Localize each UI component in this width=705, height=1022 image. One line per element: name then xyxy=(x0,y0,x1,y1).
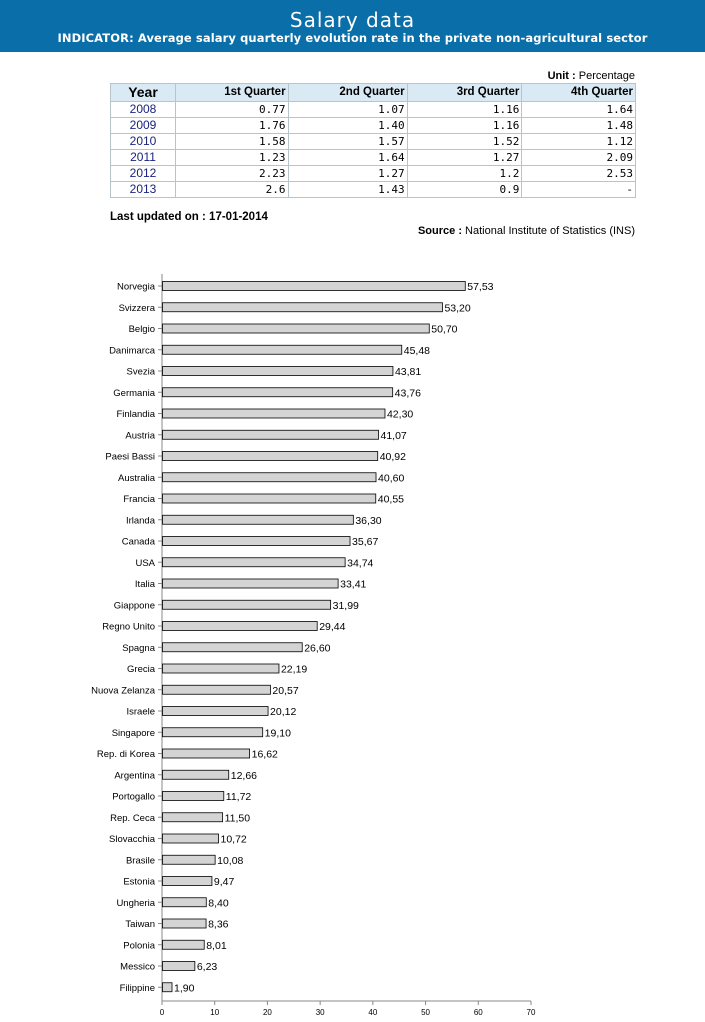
category-label: Argentina xyxy=(114,770,155,782)
table-header-row xyxy=(111,84,636,102)
data-label: 43,81 xyxy=(394,366,422,378)
data-label: 40,92 xyxy=(379,451,406,463)
column-header-q2: 2nd Quarter xyxy=(288,84,407,102)
bar xyxy=(163,643,303,652)
salary-bar-chart xyxy=(0,270,705,1022)
value-cell: 1.76 xyxy=(176,118,289,134)
category-label: Australia xyxy=(118,472,155,484)
bar xyxy=(163,558,346,567)
category-label: USA xyxy=(135,557,155,569)
category-label: Irlanda xyxy=(125,515,155,527)
value-cell: 1.64 xyxy=(522,102,636,118)
column-header-year: Year xyxy=(111,84,176,102)
table-row xyxy=(111,134,636,150)
bar xyxy=(163,409,385,418)
category-label: Spagna xyxy=(122,642,155,654)
category-label: Svezia xyxy=(126,366,155,378)
page-title: Salary data xyxy=(289,8,416,32)
bar xyxy=(163,537,351,546)
unit-label: Unit : xyxy=(547,70,576,82)
data-label: 20,12 xyxy=(270,706,297,718)
x-tick-label: 0 xyxy=(159,1008,165,1017)
category-label: Paesi Bassi xyxy=(105,451,155,463)
bar xyxy=(163,877,212,886)
data-label: 34,74 xyxy=(347,557,374,570)
category-label: Portogallo xyxy=(112,791,155,803)
value-cell: 1.23 xyxy=(176,150,289,166)
category-label: Giappone xyxy=(113,600,155,612)
data-label: 12,66 xyxy=(230,769,258,782)
data-label: 8,36 xyxy=(208,918,229,931)
category-label: Germania xyxy=(113,387,155,399)
data-label: 8,40 xyxy=(208,897,229,910)
source-label: Source : xyxy=(417,225,462,237)
value-cell: 1.07 xyxy=(288,102,407,118)
value-cell: 2.23 xyxy=(176,166,289,182)
column-header-q4: 4th Quarter xyxy=(522,84,636,102)
data-label: 22,19 xyxy=(280,663,308,676)
value-cell: 0.77 xyxy=(176,102,289,118)
bar xyxy=(163,685,271,694)
category-label: Messico xyxy=(120,961,155,973)
value-cell: 1.12 xyxy=(522,134,636,150)
year-cell: 2012 xyxy=(111,166,176,182)
table-row xyxy=(111,150,636,166)
data-label: 40,60 xyxy=(378,472,405,485)
data-label: 19,10 xyxy=(264,727,291,740)
category-label: Rep. di Korea xyxy=(96,749,155,760)
bar xyxy=(163,940,205,949)
category-label: Filippine xyxy=(119,982,155,994)
value-cell: 1.64 xyxy=(288,150,407,166)
bar xyxy=(163,282,466,291)
bar xyxy=(163,515,354,524)
x-tick-label: 40 xyxy=(368,1008,378,1017)
data-label: 6,23 xyxy=(196,961,218,973)
category-label: Singapore xyxy=(111,727,155,739)
bar xyxy=(163,473,377,482)
value-cell: 1.43 xyxy=(288,182,407,198)
unit-value: Percentage xyxy=(578,70,635,82)
salary-table xyxy=(110,83,636,198)
x-tick-label: 20 xyxy=(262,1008,272,1017)
bar xyxy=(163,579,339,588)
category-label: Francia xyxy=(123,494,155,505)
data-label: 41,07 xyxy=(380,429,407,442)
category-label: Grecia xyxy=(127,664,155,675)
category-label: Rep. Ceca xyxy=(110,812,155,824)
value-cell: 2.53 xyxy=(522,166,636,182)
bar xyxy=(163,324,430,333)
source-line xyxy=(418,225,635,237)
value-cell: - xyxy=(522,182,636,198)
category-label: Danimarca xyxy=(109,345,155,357)
bar xyxy=(163,792,224,801)
value-cell: 0.9 xyxy=(407,182,522,198)
data-label: 10,08 xyxy=(217,854,244,867)
table-row xyxy=(111,182,636,198)
category-label: Svizzera xyxy=(118,302,155,314)
bar xyxy=(163,345,402,354)
data-label: 16,62 xyxy=(251,748,278,761)
bar xyxy=(163,813,223,822)
category-label: Finlandia xyxy=(116,409,155,420)
table-row xyxy=(111,166,636,182)
bar xyxy=(163,600,331,609)
category-label: Italia xyxy=(134,579,155,590)
data-label: 43,76 xyxy=(394,387,421,400)
value-cell: 1.2 xyxy=(407,166,522,182)
bar xyxy=(163,388,393,397)
category-label: Austria xyxy=(125,430,155,442)
bar xyxy=(163,664,279,673)
bar xyxy=(163,898,207,907)
value-cell: 1.16 xyxy=(407,102,522,118)
data-label: 33,41 xyxy=(340,578,367,591)
bar xyxy=(163,430,379,439)
bar xyxy=(163,834,219,843)
last-updated xyxy=(110,211,268,223)
data-label: 8,01 xyxy=(206,939,227,952)
bar xyxy=(163,919,207,928)
bar xyxy=(163,622,318,631)
data-label: 40,55 xyxy=(377,493,405,506)
x-tick-label: 50 xyxy=(421,1008,431,1017)
data-label: 50,70 xyxy=(431,323,458,336)
data-label: 53,20 xyxy=(444,302,471,315)
category-label: Belgio xyxy=(128,324,155,335)
year-cell: 2010 xyxy=(111,134,176,150)
data-label: 45,48 xyxy=(403,344,431,357)
category-label: Taiwan xyxy=(125,919,155,930)
year-cell: 2008 xyxy=(111,102,176,118)
value-cell: 2.6 xyxy=(176,182,289,198)
category-label: Slovacchia xyxy=(109,834,155,845)
category-label: Regno Unito xyxy=(102,621,155,633)
data-label: 35,67 xyxy=(352,536,379,548)
category-label: Polonia xyxy=(123,940,155,952)
category-label: Estonia xyxy=(123,876,155,888)
value-cell: 1.52 xyxy=(407,134,522,150)
x-tick-label: 10 xyxy=(210,1008,220,1017)
category-label: Canada xyxy=(121,536,155,548)
data-label: 9,47 xyxy=(213,876,235,888)
bar xyxy=(163,452,378,461)
column-header-q1: 1st Quarter xyxy=(176,84,289,102)
value-cell: 1.57 xyxy=(288,134,407,150)
value-cell: 1.16 xyxy=(407,118,522,134)
year-cell: 2013 xyxy=(111,182,176,198)
value-cell: 1.40 xyxy=(288,118,407,134)
category-label: Norvegia xyxy=(116,281,155,293)
page-header xyxy=(0,0,705,52)
data-label: 57,53 xyxy=(467,281,494,293)
last-updated-label: Last updated on : xyxy=(110,211,206,223)
data-label: 11,72 xyxy=(225,791,252,803)
data-label: 42,30 xyxy=(386,408,414,421)
last-updated-value: 17-01-2014 xyxy=(209,211,268,223)
indicator-subtitle: INDICATOR: Average salary quarterly evolution rate in the private non-agricultural sector xyxy=(57,31,648,45)
bar xyxy=(163,707,269,716)
value-cell: 1.27 xyxy=(407,150,522,166)
year-cell: 2009 xyxy=(111,118,176,134)
bar xyxy=(163,367,393,376)
value-cell: 1.58 xyxy=(176,134,289,150)
data-label: 26,60 xyxy=(304,642,331,655)
category-label: Ungheria xyxy=(116,897,155,909)
data-label: 10,72 xyxy=(220,833,247,846)
source-value: National Institute of Statistics (INS) xyxy=(465,225,635,237)
value-cell: 2.09 xyxy=(522,150,636,166)
data-label: 36,30 xyxy=(355,514,382,527)
table-row xyxy=(111,118,636,134)
category-label: Nuova Zelanza xyxy=(91,685,155,697)
x-tick-label: 70 xyxy=(526,1008,536,1017)
column-header-q3: 3rd Quarter xyxy=(407,84,522,102)
value-cell: 1.48 xyxy=(522,118,636,134)
data-label: 31,99 xyxy=(332,599,359,612)
bar xyxy=(163,749,250,758)
data-label: 29,44 xyxy=(319,621,346,633)
bar xyxy=(163,494,376,503)
data-label: 11,50 xyxy=(224,812,251,825)
bar xyxy=(163,303,443,312)
bar xyxy=(163,983,173,992)
category-label: Brasile xyxy=(125,855,155,867)
bar xyxy=(163,728,263,737)
bar xyxy=(163,855,216,864)
table-row xyxy=(111,102,636,118)
bar xyxy=(163,770,229,779)
x-tick-label: 60 xyxy=(473,1008,483,1017)
bar xyxy=(163,962,195,971)
year-cell: 2011 xyxy=(111,150,176,166)
category-label: Israele xyxy=(126,706,155,718)
unit-line xyxy=(548,70,635,82)
x-tick-label: 30 xyxy=(315,1008,325,1017)
value-cell: 1.27 xyxy=(288,166,407,182)
data-label: 20,57 xyxy=(272,684,299,697)
data-label: 1,90 xyxy=(174,982,195,995)
